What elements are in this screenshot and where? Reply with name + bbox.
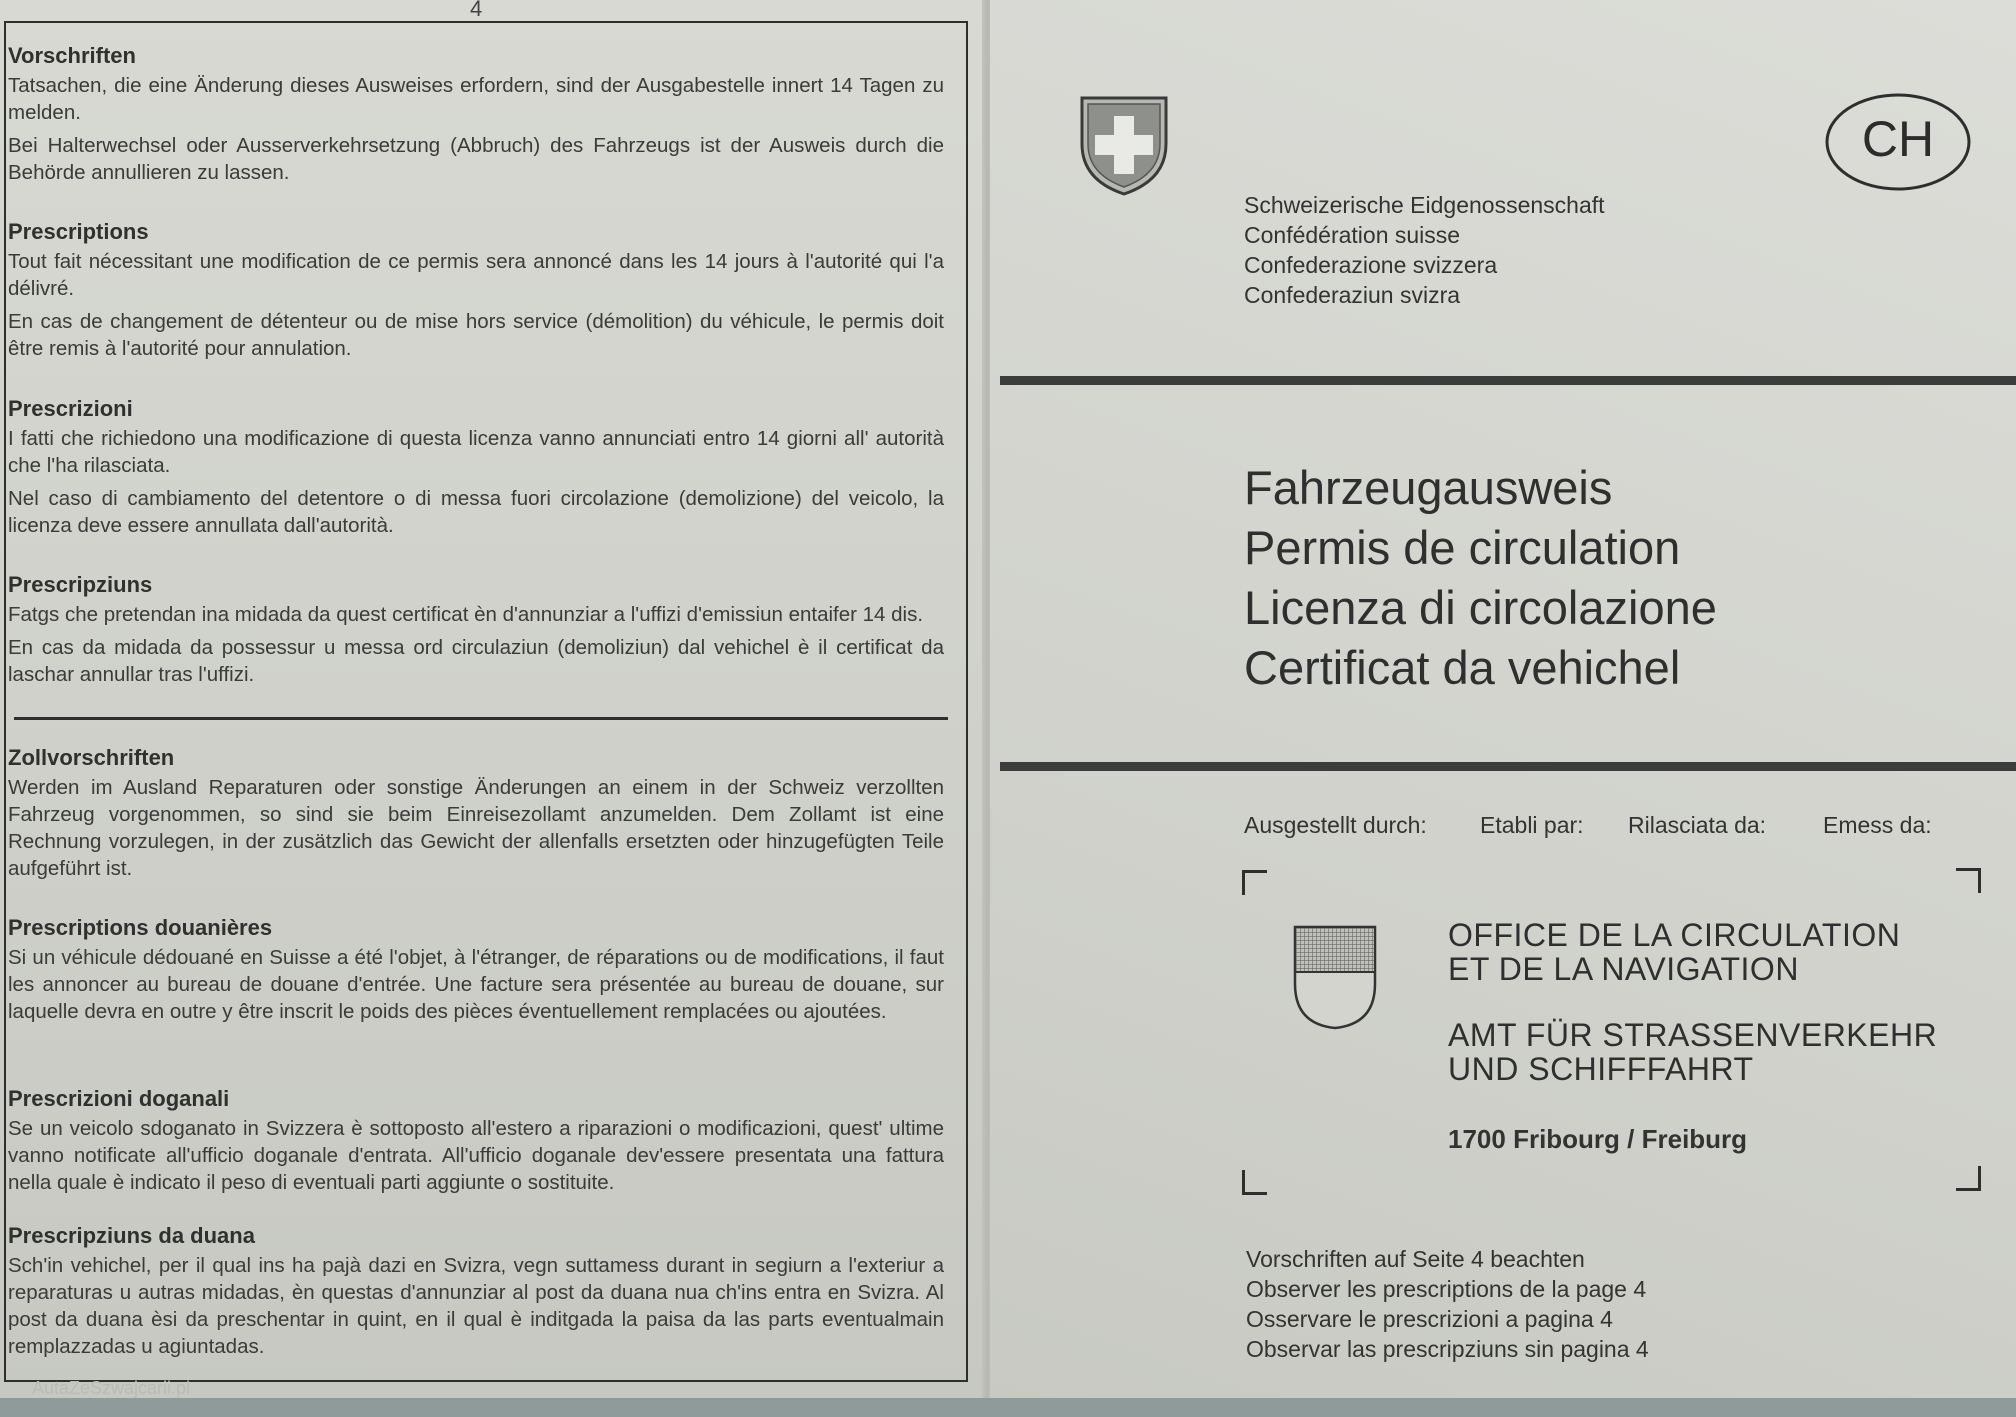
issued-by-label-rm: Emess da: bbox=[1823, 812, 1932, 838]
authority-city: 1700 Fribourg / Freiburg bbox=[1448, 1124, 1748, 1154]
document-title: Certificat da vehichel bbox=[1244, 641, 1681, 694]
top-rule bbox=[1000, 376, 2016, 385]
authority-line: AMT FÜR STRASSENVERKEHR bbox=[1448, 1017, 1938, 1053]
section-heading: Prescriptions douanières bbox=[8, 915, 273, 940]
confederation-name: Confédération suisse bbox=[1244, 222, 1461, 248]
authority-name-de bbox=[1448, 1018, 1937, 1086]
section-prescripziuns-da-duana bbox=[8, 1223, 944, 1366]
corner-mark-top-left bbox=[1242, 870, 1267, 895]
authority-line: ET DE LA NAVIGATION bbox=[1448, 951, 1799, 987]
authority-name-fr bbox=[1448, 918, 1900, 986]
corner-mark-bottom-left bbox=[1242, 1170, 1267, 1195]
section-paragraph: Nel caso di cambiamento del detentore o di messa fuori circolazione (demolizione) del veicolo, la licenza deve essere annullata dall'autorità. bbox=[8, 487, 944, 537]
confederation-names bbox=[1244, 190, 1605, 310]
page-reference-note: Observar las prescripziuns sin pagina 4 bbox=[1246, 1336, 1649, 1362]
document-title: Licenza di circolazione bbox=[1244, 581, 1717, 634]
section-heading: Prescrizioni doganali bbox=[8, 1086, 230, 1111]
document-title: Permis de circulation bbox=[1244, 521, 1681, 574]
section-heading: Prescripziuns da duana bbox=[8, 1223, 255, 1248]
box-divider bbox=[14, 717, 948, 720]
section-heading: Vorschriften bbox=[8, 43, 136, 68]
page-reference-note: Observer les prescriptions de la page 4 bbox=[1246, 1276, 1647, 1302]
page-reference-note: Vorschriften auf Seite 4 beachten bbox=[1246, 1246, 1585, 1272]
authority-line: OFFICE DE LA CIRCULATION bbox=[1448, 917, 1901, 953]
section-paragraph: Werden im Ausland Reparaturen oder sonstige Änderungen an einem in der Schweiz verzollten Fahrzeug vorgenommen, so sind sie beim Einreisezollamt anzumelden. Dem Zollamt ist eine Rechnung vorzulegen, in der zusätzlich das Gewicht der allenfalls ersetzten oder hinzugefügten Teile aufgeführt ist. bbox=[8, 776, 944, 880]
section-heading: Zollvorschriften bbox=[8, 745, 175, 770]
swiss-cross-shield-icon bbox=[1078, 92, 1170, 196]
left-page bbox=[0, 0, 985, 1417]
section-paragraph: Tatsachen, die eine Änderung dieses Ausweises erfordern, sind der Ausgabestelle innert 14 Tagen zu melden. bbox=[8, 74, 944, 124]
section-prescrizioni-doganali bbox=[8, 1086, 944, 1202]
corner-mark-top-right bbox=[1956, 868, 1981, 893]
country-code: CH bbox=[1861, 111, 1935, 167]
section-heading: Prescripziuns bbox=[8, 572, 153, 597]
fribourg-shield-icon bbox=[1292, 924, 1378, 1030]
section-paragraph: Si un véhicule dédouané en Suisse a été l'objet, à l'étranger, de réparations ou de modifications, il faut les annoncer au bureau de douane d'entrée. Une facture sera présentée au bureau de douane, sur laquelle devra en outre y être inscrit le poids des pièces éventuellement remplacées ou ajoutées. bbox=[8, 946, 944, 1023]
document-titles bbox=[1244, 458, 1717, 698]
section-paragraph: Se un veicolo sdoganato in Svizzera è sottoposto all'estero a riparazioni o modificazioni, quest' ultime vanno notificate all'ufficio doganale d'entrata. All'ufficio doganale dev'essere presentata una fattura nella quale è indicato il peso di eventuali parti aggiunte o sostituite. bbox=[8, 1117, 944, 1194]
middle-rule bbox=[1000, 762, 2016, 771]
section-paragraph: Bei Halterwechsel oder Ausserverkehrsetzung (Abbruch) des Fahrzeugs ist der Ausweis durch die Behörde annullieren zu lassen. bbox=[8, 134, 944, 184]
page-reference-note: Osservare le prescrizioni a pagina 4 bbox=[1246, 1306, 1613, 1332]
corner-mark-bottom-right bbox=[1956, 1166, 1981, 1191]
page-number: 4 bbox=[470, 0, 483, 21]
section-prescriptions-douanieres bbox=[8, 915, 944, 1031]
section-paragraph: I fatti che richiedono una modificazione di questa licenza vanno annunciati entro 14 giorni all' autorità che l'ha rilasciata. bbox=[8, 427, 944, 477]
watermark: AutaZeSzwajcarii.pl bbox=[32, 1378, 191, 1398]
confederation-name: Confederazione svizzera bbox=[1244, 252, 1498, 278]
authority-line: UND SCHIFFFAHRT bbox=[1448, 1051, 1754, 1087]
background-surface bbox=[0, 1398, 2016, 1417]
issued-by-label-it: Rilasciata da: bbox=[1628, 812, 1767, 838]
page-reference-notes bbox=[1246, 1244, 1649, 1364]
confederation-name: Confederaziun svizra bbox=[1244, 282, 1461, 308]
section-paragraph: Sch'in vehichel, per il qual ins ha pajà dazi en Svizra, vegn suttamess durant in segiurn a l'exteriur a reparaturas u autras midadas, èn questas d'annunziar al post da duana nua ch'ins entra en Svizra. Al post da duana èsi da preschentar in quint, en il qual è inditgada la paisa da las parts eventualmain remplazzadas u agiuntadas. bbox=[8, 1254, 944, 1358]
section-zollvorschriften bbox=[8, 745, 944, 888]
section-paragraph: En cas de changement de détenteur ou de mise hors service (démolition) du véhicule, le permis doit être remis à l'autorité pour annulation. bbox=[8, 310, 944, 360]
section-prescripziuns bbox=[8, 572, 944, 694]
issued-by-label-fr: Etabli par: bbox=[1480, 812, 1584, 838]
document-title: Fahrzeugausweis bbox=[1244, 461, 1613, 514]
confederation-name: Schweizerische Eidgenossenschaft bbox=[1244, 192, 1605, 218]
section-heading: Prescrizioni bbox=[8, 396, 133, 421]
right-page bbox=[990, 0, 2016, 1417]
section-vorschriften bbox=[8, 43, 944, 192]
section-heading: Prescriptions bbox=[8, 219, 149, 244]
section-paragraph: Fatgs che pretendan ina midada da quest certificat èn d'annunziar a l'uffizi d'emissiun entaifer 14 dis. bbox=[8, 603, 924, 626]
section-paragraph: Tout fait nécessitant une modification de ce permis sera annoncé dans les 14 jours à l'autorité qui l'a délivré. bbox=[8, 250, 944, 300]
section-paragraph: En cas da midada da possessur u messa ord circulaziun (demoliziun) dal vehichel è il certificat da laschar annullar tras l'uffizi. bbox=[8, 636, 944, 686]
section-prescrizioni bbox=[8, 396, 944, 545]
issued-by-label-de: Ausgestellt durch: bbox=[1244, 812, 1427, 838]
section-prescriptions bbox=[8, 219, 944, 368]
